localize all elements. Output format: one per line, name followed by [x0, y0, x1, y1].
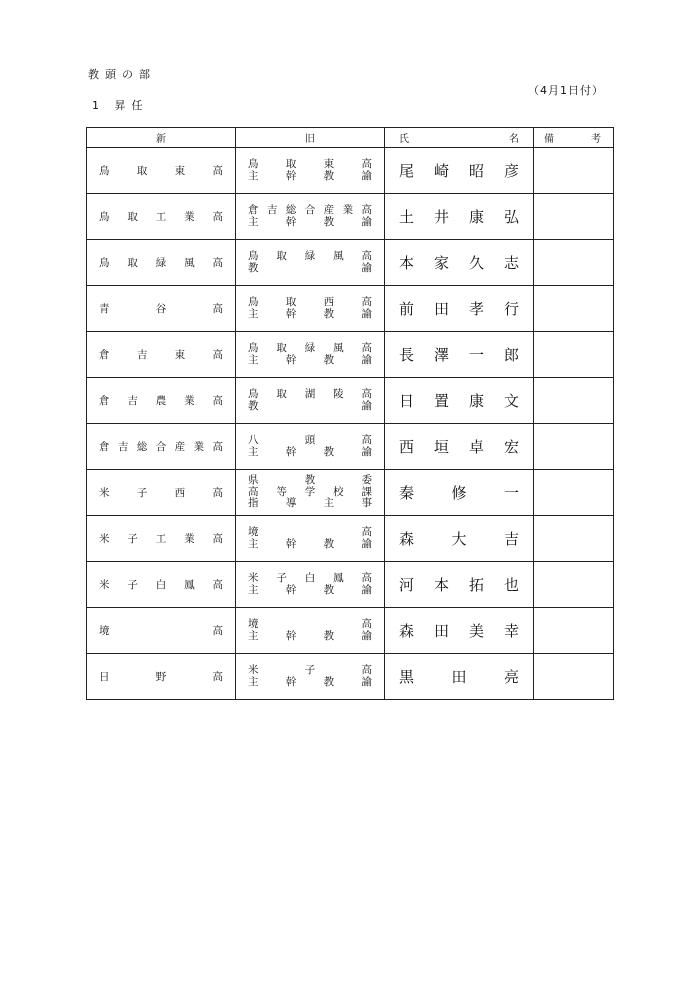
table-header-row — [87, 128, 614, 148]
person-name: 日置康文 — [385, 378, 534, 424]
old-position-line: 主幹教諭 — [248, 675, 372, 688]
section-title: 教頭の部 — [88, 68, 156, 81]
personnel-table — [86, 127, 614, 700]
new-position: 米子工業高 — [87, 516, 236, 562]
new-position: 米子西高 — [87, 470, 236, 516]
remarks-cell — [534, 240, 614, 286]
new-position: 倉吉総合産業高 — [87, 424, 236, 470]
person-name: 西垣卓宏 — [385, 424, 534, 470]
person-name: 河本拓也 — [385, 562, 534, 608]
person-name: 秦修一 — [385, 470, 534, 516]
old-position — [236, 516, 385, 562]
table-row — [87, 378, 614, 424]
remarks-cell — [534, 378, 614, 424]
person-name: 黒田亮 — [385, 654, 534, 700]
subheading-promotion: 1 昇任 — [92, 99, 149, 112]
old-position — [236, 332, 385, 378]
remarks-cell — [534, 562, 614, 608]
old-position-line: 鳥取西高 — [248, 296, 372, 308]
table-row — [87, 424, 614, 470]
old-position — [236, 424, 385, 470]
remarks-cell — [534, 424, 614, 470]
effective-date: （4月1日付） — [528, 84, 604, 97]
remarks-cell — [534, 286, 614, 332]
table-row — [87, 516, 614, 562]
old-position-line: 主幹教諭 — [248, 215, 372, 228]
old-position — [236, 562, 385, 608]
table-row — [87, 240, 614, 286]
person-name: 土井康弘 — [385, 194, 534, 240]
old-position — [236, 286, 385, 332]
new-position: 米子白鳳高 — [87, 562, 236, 608]
old-position-line: 主幹教諭 — [248, 169, 372, 182]
new-position: 鳥取工業高 — [87, 194, 236, 240]
old-position-line: 境高 — [248, 618, 372, 630]
new-position: 鳥取緑風高 — [87, 240, 236, 286]
old-position-line: 鳥取緑風高 — [248, 250, 372, 262]
table-row — [87, 654, 614, 700]
old-position-line: 主幹教諭 — [248, 445, 372, 458]
old-position-line: 主幹教諭 — [248, 353, 372, 366]
header-new: 新 — [87, 128, 236, 148]
remarks-cell — [534, 608, 614, 654]
remarks-cell — [534, 332, 614, 378]
person-name: 森田美幸 — [385, 608, 534, 654]
old-position-line: 鳥取緑風高 — [248, 342, 372, 354]
old-position — [236, 654, 385, 700]
new-position: 倉吉東高 — [87, 332, 236, 378]
old-position — [236, 470, 385, 516]
old-position-line: 倉吉総合産業高 — [248, 204, 372, 216]
old-position-line: 鳥取東高 — [248, 158, 372, 170]
table-row — [87, 194, 614, 240]
table-row — [87, 286, 614, 332]
header-old: 旧 — [236, 128, 385, 148]
old-position-line: 主幹教諭 — [248, 537, 372, 550]
new-position: 日野高 — [87, 654, 236, 700]
old-position — [236, 194, 385, 240]
table-row — [87, 470, 614, 516]
remarks-cell — [534, 194, 614, 240]
old-position-line: 教諭 — [248, 261, 372, 274]
old-position-line: 高等学校課 — [248, 485, 372, 498]
old-position-line: 主幹教諭 — [248, 307, 372, 320]
old-position-line: 鳥取湖陵高 — [248, 388, 372, 400]
old-position — [236, 378, 385, 424]
header-remarks: 備 考 — [534, 128, 614, 148]
old-position-line: 八頭高 — [248, 434, 372, 446]
old-position — [236, 608, 385, 654]
remarks-cell — [534, 654, 614, 700]
person-name: 尾崎昭彦 — [385, 148, 534, 194]
old-position-line: 県教委 — [248, 474, 372, 487]
person-name: 森大吉 — [385, 516, 534, 562]
person-name: 本家久志 — [385, 240, 534, 286]
table-row — [87, 148, 614, 194]
remarks-cell — [534, 470, 614, 516]
person-name: 長澤一郎 — [385, 332, 534, 378]
remarks-cell — [534, 516, 614, 562]
old-position-line: 主幹教諭 — [248, 629, 372, 642]
table-row — [87, 332, 614, 378]
table-row — [87, 608, 614, 654]
table-row — [87, 562, 614, 608]
old-position — [236, 148, 385, 194]
old-position-line: 主幹教諭 — [248, 583, 372, 596]
header-name: 氏 名 — [385, 128, 534, 148]
remarks-cell — [534, 148, 614, 194]
old-position-line: 境高 — [248, 526, 372, 538]
person-name: 前田孝行 — [385, 286, 534, 332]
old-position-line: 米子白鳳高 — [248, 572, 372, 584]
old-position-line: 指導主事 — [248, 497, 372, 510]
new-position: 鳥取東高 — [87, 148, 236, 194]
new-position: 境高 — [87, 608, 236, 654]
old-position — [236, 240, 385, 286]
old-position-line: 教諭 — [248, 399, 372, 412]
old-position-line: 米子高 — [248, 664, 372, 676]
new-position: 青谷高 — [87, 286, 236, 332]
new-position: 倉吉農業高 — [87, 378, 236, 424]
